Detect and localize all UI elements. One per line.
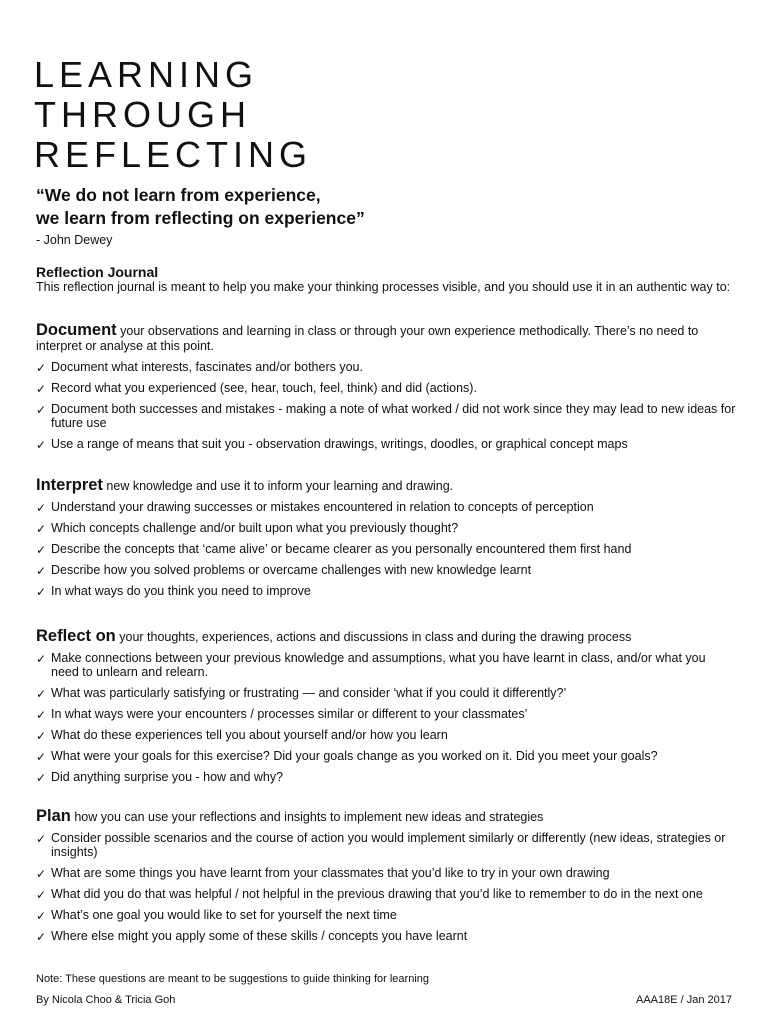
check-icon: ✓ <box>36 382 47 396</box>
footer-byline: By Nicola Choo & Tricia Goh <box>36 994 176 1006</box>
section-lead <box>36 323 736 354</box>
section-lead-text: new knowledge and use it to inform your learning and drawing. <box>102 479 454 493</box>
section-lead <box>36 478 736 494</box>
check-icon: ✓ <box>36 909 47 923</box>
title-line: THROUGH <box>34 94 251 135</box>
quote-line: we learn from reflecting on experience” <box>36 208 365 228</box>
quote-author: - John Dewey <box>36 233 113 247</box>
list-item <box>36 651 736 679</box>
list-item <box>36 500 736 514</box>
section-plan <box>36 809 736 943</box>
list-item-text: Describe how you solved problems or overcame challenges with new knowledge learnt <box>51 563 532 577</box>
title-line: LEARNING <box>34 54 259 95</box>
list-item <box>36 929 736 943</box>
check-icon: ✓ <box>36 729 47 743</box>
check-icon: ✓ <box>36 771 47 785</box>
list-item-text: What are some things you have learnt from your classmates that you’d like to try in your own drawing <box>51 866 610 880</box>
check-icon: ✓ <box>36 832 47 846</box>
list-item-text: Make connections between your previous knowledge and assumptions, what you have learnt in class, and/or what you need to unlearn and relearn. <box>51 651 706 679</box>
list-item-text: Consider possible scenarios and the course of action you would implement similarly or differently (new ideas, strategies or insights) <box>51 831 726 859</box>
section-keyword: Plan <box>36 807 71 825</box>
journal-intro: This reflection journal is meant to help you make your thinking processes visible, and you should use it in an authentic way to: <box>36 280 731 294</box>
quote <box>36 184 365 230</box>
list-item-text: Document both successes and mistakes - making a note of what worked / did not work since they may lead to new ideas for future use <box>51 402 736 430</box>
check-icon: ✓ <box>36 708 47 722</box>
list-item-text: Document what interests, fascinates and/or bothers you. <box>51 360 363 374</box>
check-icon: ✓ <box>36 361 47 375</box>
section-lead-text: your thoughts, experiences, actions and discussions in class and during the drawing process <box>115 630 632 644</box>
check-icon: ✓ <box>36 652 47 666</box>
list-item <box>36 686 736 700</box>
check-icon: ✓ <box>36 930 47 944</box>
checklist <box>36 831 736 943</box>
list-item <box>36 749 736 763</box>
list-item-text: In what ways were your encounters / processes similar or different to your classmates’ <box>51 707 528 721</box>
check-icon: ✓ <box>36 522 47 536</box>
page-title <box>34 55 312 175</box>
check-icon: ✓ <box>36 438 47 452</box>
section-interpret <box>36 478 736 598</box>
check-icon: ✓ <box>36 564 47 578</box>
checklist <box>36 360 736 451</box>
list-item-text: Which concepts challenge and/or built upon what you previously thought? <box>51 521 459 535</box>
check-icon: ✓ <box>36 867 47 881</box>
list-item-text: What did you do that was helpful / not helpful in the previous drawing that you’d like to remember to do in the next one <box>51 887 703 901</box>
list-item-text: Understand your drawing successes or mistakes encountered in relation to concepts of perception <box>51 500 594 514</box>
section-lead-text: your observations and learning in class or through your own experience methodically. There’s no need to interpret or analyse at this point. <box>36 324 699 353</box>
checklist <box>36 651 736 784</box>
check-icon: ✓ <box>36 888 47 902</box>
list-item <box>36 381 736 395</box>
section-lead-text: how you can use your reflections and insights to implement new ideas and strategies <box>70 810 544 824</box>
list-item-text: Describe the concepts that ‘came alive’ or became clearer as you personally encountered them first hand <box>51 542 632 556</box>
section-keyword: Reflect on <box>36 627 116 645</box>
checklist <box>36 500 736 598</box>
list-item <box>36 542 736 556</box>
list-item <box>36 584 736 598</box>
footer-note: Note: These questions are meant to be suggestions to guide thinking for learning <box>36 973 429 985</box>
list-item <box>36 563 736 577</box>
title-line: REFLECTING <box>34 134 313 175</box>
list-item-text: Record what you experienced (see, hear, touch, feel, think) and did (actions). <box>51 381 477 395</box>
list-item <box>36 437 736 451</box>
list-item-text: Where else might you apply some of these skills / concepts you have learnt <box>51 929 468 943</box>
list-item <box>36 908 736 922</box>
section-keyword: Document <box>36 321 117 339</box>
footer-code: AAA18E / Jan 2017 <box>635 994 732 1006</box>
quote-line: “We do not learn from experience, <box>36 185 321 205</box>
list-item <box>36 866 736 880</box>
section-reflect <box>36 629 736 784</box>
list-item <box>36 402 736 430</box>
list-item-text: Use a range of means that suit you - observation drawings, writings, doodles, or graphical concept maps <box>51 437 628 451</box>
list-item <box>36 770 736 784</box>
list-item-text: Did anything surprise you - how and why? <box>51 770 284 784</box>
section-lead <box>36 809 736 825</box>
list-item <box>36 831 736 859</box>
list-item <box>36 707 736 721</box>
list-item-text: What was particularly satisfying or frustrating — and consider ‘what if you could it differently?’ <box>51 686 567 700</box>
list-item-text: What do these experiences tell you about yourself and/or how you learn <box>51 728 448 742</box>
list-item-text: What were your goals for this exercise? Did your goals change as you worked on it. Did you meet your goals? <box>51 749 658 763</box>
check-icon: ✓ <box>36 501 47 515</box>
section-document <box>36 323 736 451</box>
check-icon: ✓ <box>36 687 47 701</box>
list-item <box>36 521 736 535</box>
list-item <box>36 728 736 742</box>
check-icon: ✓ <box>36 585 47 599</box>
check-icon: ✓ <box>36 543 47 557</box>
section-keyword: Interpret <box>36 476 103 494</box>
list-item-text: In what ways do you think you need to improve <box>51 584 311 598</box>
list-item <box>36 360 736 374</box>
list-item <box>36 887 736 901</box>
list-item-text: What’s one goal you would like to set for yourself the next time <box>51 908 397 922</box>
journal-heading: Reflection Journal <box>36 264 159 280</box>
check-icon: ✓ <box>36 403 47 417</box>
check-icon: ✓ <box>36 750 47 764</box>
section-lead <box>36 629 736 645</box>
